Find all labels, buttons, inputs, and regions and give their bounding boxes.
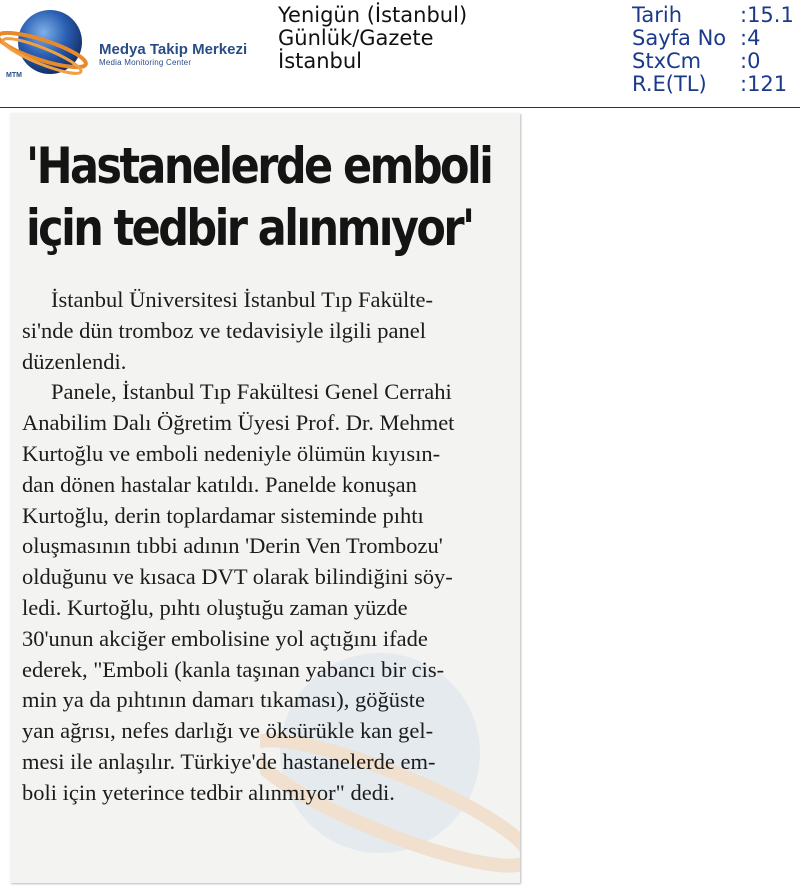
meta-label: Sayfa No [632,26,727,50]
body-line: dan dönen hastalar katıldı. Panelde konuşan [22,471,417,497]
body-line: min ya da pıhtının damarı tıkaması), göğüste [22,687,426,713]
body-line: 30'unun akciğer embolisine yol açtığını ifade [22,625,428,651]
logo-mark: MTM [6,72,22,79]
logo-name: Medya Takip Merkezi [99,41,248,58]
meta-row-page [632,27,800,50]
meta-value: :121 [740,72,788,96]
meta-value: :0 [740,49,761,73]
meta-info [632,4,800,96]
article-body [22,285,502,809]
body-line: ledi. Kurtoğlu, pıhtı oluştuğu zaman yüzde [22,594,408,620]
logo-text [99,42,247,68]
logo-subtitle: Media Monitoring Center [99,58,192,67]
body-line: si'nde dün tromboz ve tedavisiyle ilgili panel [22,317,426,343]
headline-line: 'Hastanelerde emboli [26,137,492,195]
article-headline [26,135,492,259]
body-line: Anabilim Dalı Öğretim Üyesi Prof. Dr. Mehmet [22,410,455,436]
body-line: yan ağrısı, nefes darlığı ve öksürükle kan gel- [22,718,434,744]
body-line: Kurtoğlu ve emboli nedeniyle ölümün kıyısın- [22,440,441,466]
body-line: oluşmasının tıbbi adının 'Derin Ven Trombozu' [22,533,443,559]
meta-value: :15.1 [740,4,794,27]
publication-name: Yenigün (İstanbul) [278,3,468,27]
header [0,0,800,108]
publication-info [278,4,467,73]
meta-row-date [632,4,800,27]
meta-label: Tarih [632,4,682,27]
body-line: olduğunu ve kısaca DVT olarak bilindiğini söy- [22,564,453,590]
body-line: ederek, "Emboli (kanla taşınan yabancı bir cis- [22,656,445,682]
body-line: mesi ile anlaşılır. Türkiye'de hastanelerde em- [22,748,436,774]
body-line: boli için yeterince tedbir alınmıyor" dedi. [22,779,395,805]
meta-label: StxCm [632,49,702,73]
body-line: Kurtoğlu, derin toplardamar sisteminde pıhtı [22,502,424,528]
header-divider [0,107,800,108]
publication-type: Günlük/Gazete [278,26,434,50]
meta-label: R.E(TL) [632,72,707,96]
headline-line: için tedbir alınmıyor' [26,199,473,257]
meta-row-stxcm [632,50,800,73]
newspaper-clipping [10,113,520,883]
meta-row-re [632,73,800,96]
publication-city: İstanbul [278,49,363,73]
body-line: düzenlendi. [22,348,127,374]
logo [0,4,280,84]
meta-value: :4 [740,26,761,50]
body-line: Panele, İstanbul Tıp Fakültesi Genel Cerrahi [51,379,452,405]
body-line: İstanbul Üniversitesi İstanbul Tıp Fakülte- [51,287,434,312]
